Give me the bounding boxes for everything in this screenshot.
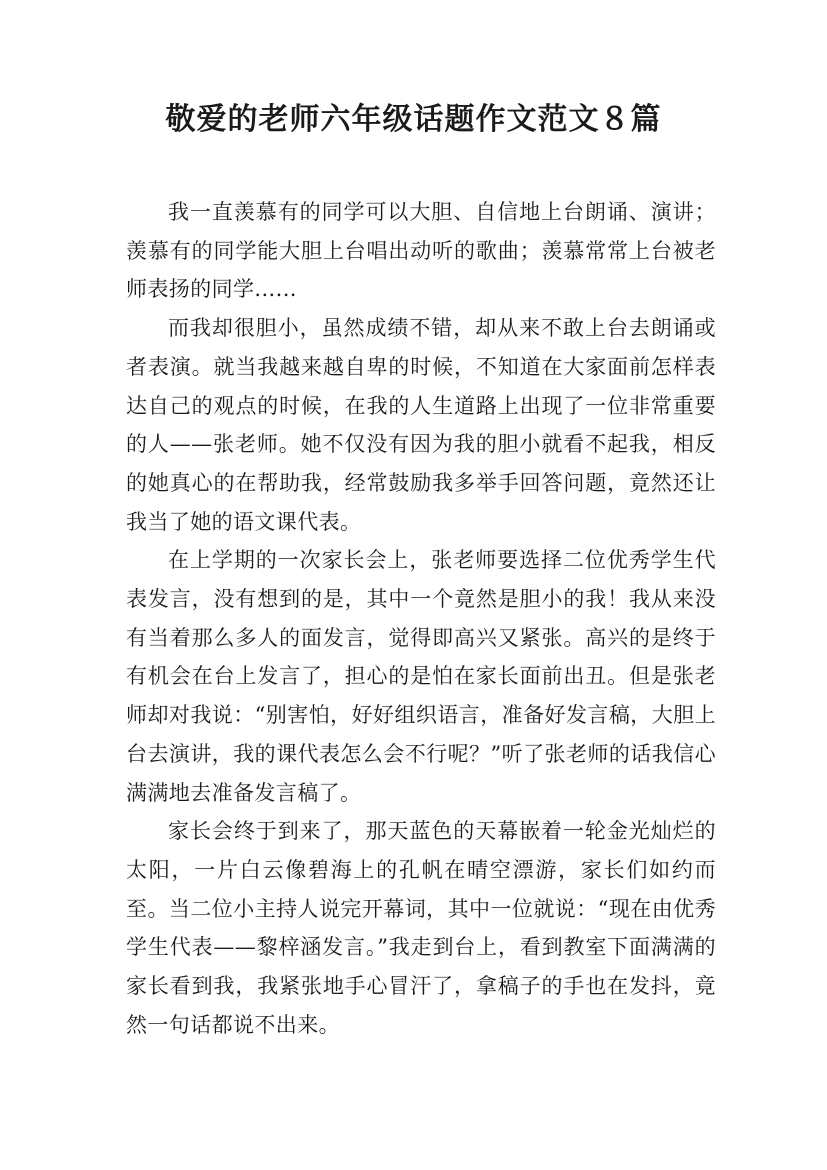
paragraph-4: 家长会终于到来了，那天蓝色的天幕嵌着一轮金光灿烂的太阳，一片白云像碧海上的孔帆在晴空漂游，家长们如约而至。当二位小主持人说完开幕词，其中一位就说：“现在由优秀学生代表——黎梓涵发言。”我走到台上，看到教室下面满满的家长看到我，我紧张地手心冒汗了，拿稿子的手也在发抖，竟然一句话都说不出来。 (126, 819, 716, 1037)
paragraph-2: 而我却很胆小，虽然成绩不错，却从来不敢上台去朗诵或者表演。就当我越来越自卑的时候，不知道在大家面前怎样表达自己的观点的时候，在我的人生道路上出现了一位非常重要的人——张老师。她不仅没有因为我的胆小就看不起我，相反的她真心的在帮助我，经常鼓励我多举手回答问题，竟然还让我当了她的语文课代表。 (126, 316, 716, 534)
document-title: 敬爱的老师六年级话题作文范文８篇 (165, 102, 662, 137)
paragraph-3: 在上学期的一次家长会上，张老师要选择二位优秀学生代表发言，没有想到的是，其中一个竟然是胆小的我！我从来没有当着那么多人的面发言，觉得即高兴又紧张。高兴的是终于有机会在台上发言了，担心的是怕在家长面前出丑。但是张老师却对我说：“别害怕，好好组织语言，准备好发言稿，大胆上台去演讲，我的课代表怎么会不行呢？”听了张老师的话我信心满满地去准备发言稿了。 (126, 548, 716, 805)
paragraph-1: 我一直羡慕有的同学可以大胆、自信地上台朗诵、演讲；羡慕有的同学能大胆上台唱出动听的歌曲；羡慕常常上台被老师表扬的同学...... (126, 200, 716, 302)
document-body (126, 193, 716, 1044)
